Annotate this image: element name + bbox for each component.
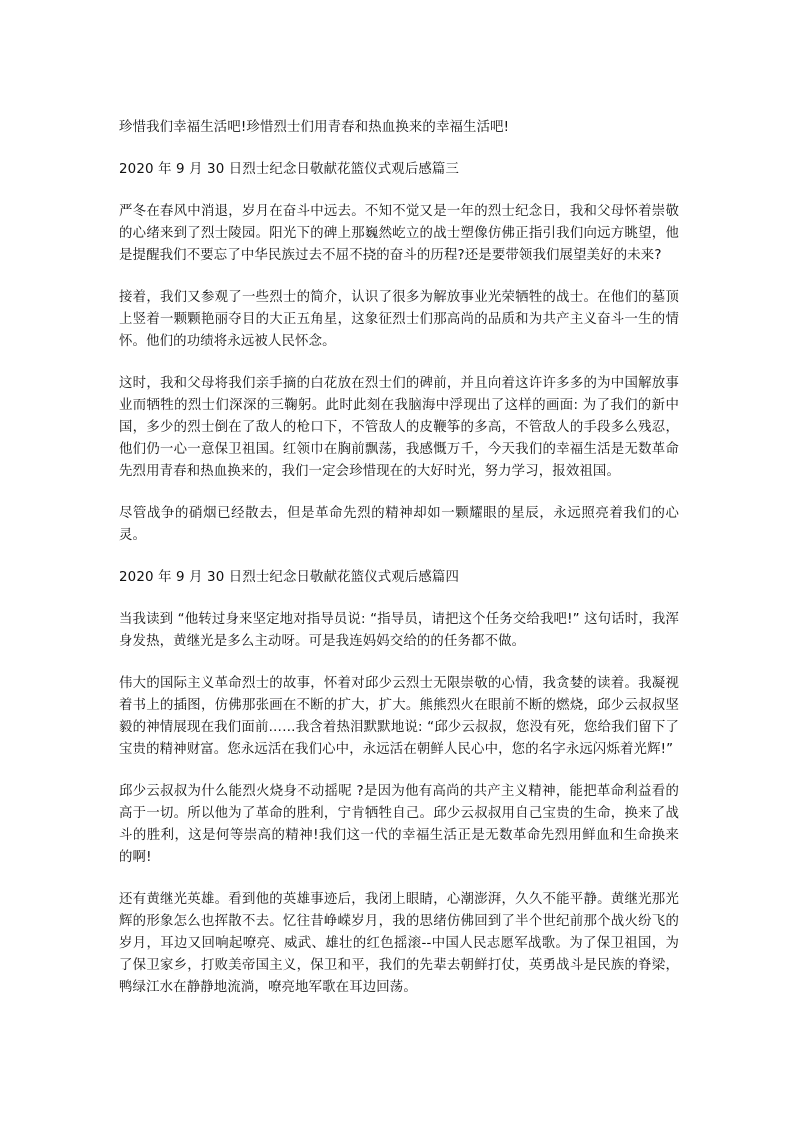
document-body (119, 117, 679, 1019)
body-paragraph: 邱少云叔叔为什么能烈火烧身不动摇呢 ?是因为他有高尚的共产主义精神，能把革命利益看的高于一切。所以他为了革命的胜利，宁肯牺牲自己。邱少云叔叔用自己宝贵的生命，换来了战斗的胜利，这是何等崇高的精神!我们这一代的幸福生活正是无数革命先烈用鲜血和生命换来的啊! (119, 784, 679, 865)
body-paragraph: 尽管战争的硝烟已经散去，但是革命先烈的精神却如一颗耀眼的星辰，永远照亮着我们的心灵。 (119, 506, 679, 543)
body-paragraph: 伟大的国际主义革命烈士的故事，怀着对邱少云烈士无限崇敬的心情，我贪婪的读着。我凝视着书上的插图，仿佛那张画在不断的扩大，扩大。熊熊烈火在眼前不断的燃烧，邱少云叔叔坚毅的神情展现在我们面前……我含着热泪默默地说: “邱少云叔叔，您没有死，您给我们留下了宝贵的精神财富。您永远活在我们心中，永远活在朝鲜人民心中，您的名字永远闪烁着光辉!” (119, 676, 679, 757)
closing-paragraph: 珍惜我们幸福生活吧!珍惜烈士们用青春和热血换来的幸福生活吧! (119, 120, 510, 135)
body-paragraph: 还有黄继光英雄。看到他的英雄事迹后，我闭上眼睛，心潮澎湃，久久不能平静。黄继光那光辉的形象怎么也挥散不去。忆往昔峥嵘岁月，我的思绪仿佛回到了半个世纪前那个战火纷飞的岁月，耳边又回响起嘹亮、威武、雄壮的红色摇滚--中国人民志愿军战歌。为了保卫祖国，为了保卫家乡，打败美帝国主义，保卫和平，我们的先辈去朝鲜打仗，英勇战斗是民族的脊梁，鸭绿江水在静静地流淌，嘹亮地军歌在耳边回荡。 (119, 892, 679, 995)
body-paragraph: 接着，我们又参观了一些烈士的简介，认识了很多为解放事业光荣牺牲的战士。在他们的墓顶上竖着一颗颗艳丽夺目的大正五角星，这象征烈士们那高尚的品质和为共产主义奋斗一生的情怀。他们的功绩将永远被人民怀念。 (119, 290, 679, 349)
body-paragraph: 严冬在春风中消退，岁月在奋斗中远去。不知不觉又是一年的烈士纪念日，我和父母怀着崇敬的心绪来到了烈士陵园。阳光下的碑上那巍然屹立的战士塑像仿佛正指引我们向远方眺望，他是提醒我们不要忘了中华民族过去不屈不挠的奋斗的历程?还是要带领我们展望美好的未来? (119, 204, 679, 263)
section-heading-part-four: 2020 年 9 月 30 日烈士纪念日敬献花篮仪式观后感篇四 (119, 570, 459, 585)
body-paragraph: 这时，我和父母将我们亲手摘的白花放在烈士们的碑前，并且向着这许许多多的为中国解放事业而牺牲的烈士们深深的三鞠躬。此时此刻在我脑海中浮现出了这样的画面: 为了我们的新中国，多少的烈士倒在了敌人的枪口下，不管敌人的皮鞭筝的多高，不管敌人的手段多么残忍，他们仍一心一意保卫祖国。红领巾在胸前飘荡，我感慨万千，今天我们的幸福生活是无数革命先烈用青春和热血换来的，我们一定会珍惜现在的大好时光，努力学习，报效祖国。 (119, 376, 679, 479)
body-paragraph: 当我读到 “他转过身来坚定地对指导员说: “指导员，请把这个任务交给我吧!” 这句话时，我浑身发热，黄继光是多么主动呀。可是我连妈妈交给的的任务都不做。 (119, 612, 679, 649)
section-heading-part-three: 2020 年 9 月 30 日烈士纪念日敬献花篮仪式观后感篇三 (119, 162, 459, 177)
